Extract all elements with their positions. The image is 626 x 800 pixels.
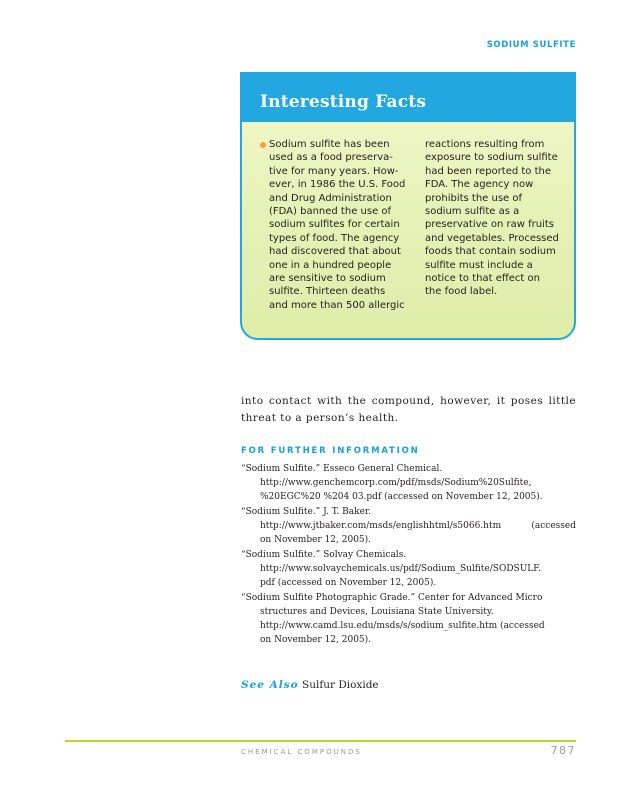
body-paragraph: into contact with the compound, however, it poses little threat to a person’s health.: [241, 395, 576, 424]
facts-box-header: [242, 74, 574, 122]
facts-line: sulfite. Thirteen deaths: [269, 286, 386, 298]
reference-title: “Sodium Sulfite.” J. T. Baker.: [241, 507, 372, 517]
facts-line: sulfite must include a: [425, 259, 533, 271]
facts-line: and vegetables. Processed: [425, 232, 559, 244]
facts-column-left: [269, 138, 415, 312]
facts-line: and Drug Administration: [269, 192, 392, 204]
reference-title: “Sodium Sulfite.” Solvay Chemicals.: [241, 550, 407, 560]
reference-title: “Sodium Sulfite Photographic Grade.” Center for Advanced Micro: [241, 593, 543, 603]
reference-item: [241, 505, 576, 547]
reference-list: [241, 462, 576, 648]
reference-detail: on November 12, 2005).: [260, 535, 372, 545]
facts-line: one in a hundred people: [269, 259, 392, 271]
facts-line: and more than 500 allergic: [269, 299, 405, 311]
facts-column-right: [425, 138, 571, 299]
reference-item: [241, 462, 576, 504]
running-head: SODIUM SULFITE: [486, 40, 576, 50]
facts-line: notice to that effect on: [425, 273, 540, 285]
facts-line: exposure to sodium sulfite: [425, 152, 558, 164]
reference-detail: on November 12, 2005).: [260, 635, 372, 645]
facts-line: the food label.: [425, 286, 498, 298]
footer-book-title: CHEMICAL COMPOUNDS: [241, 748, 362, 756]
facts-line: sodium sulfites for certain: [269, 219, 400, 231]
facts-line: had discovered that about: [269, 246, 401, 258]
facts-line: ever, in 1986 the U.S. Food: [269, 179, 406, 191]
facts-line: used as a food preserva-: [269, 152, 393, 164]
facts-line: are sensitive to sodium: [269, 273, 386, 285]
facts-line: preservative on raw fruits: [425, 219, 554, 231]
page-number: 787: [550, 744, 576, 757]
facts-line: types of food. The agency: [269, 232, 400, 244]
facts-line: FDA. The agency now: [425, 179, 534, 191]
reference-url[interactable]: http://www.jtbaker.com/msds/englishhtml/s5066.htm (accessed: [260, 521, 576, 531]
reference-detail: structures and Devices, Louisiana State University.: [260, 607, 494, 617]
reference-url[interactable]: http://www.camd.lsu.edu/msds/s/sodium_sulfite.htm (accessed: [260, 621, 545, 631]
reference-title: “Sodium Sulfite.” Esseco General Chemical.: [241, 464, 443, 474]
see-also: [241, 679, 379, 691]
reference-item: [241, 548, 576, 590]
bullet-icon: [260, 142, 266, 148]
interesting-facts-box: [240, 72, 576, 340]
footer-rule: [65, 740, 576, 742]
facts-line: tive for many years. How-: [269, 165, 399, 177]
facts-line: prohibits the use of: [425, 192, 523, 204]
reference-detail: %20EGC%20 %204 03.pdf (accessed on November 12, 2005).: [260, 492, 543, 502]
reference-url[interactable]: http://www.solvaychemicals.us/pdf/Sodium_Sulfite/SODSULF.: [260, 564, 541, 574]
reference-url[interactable]: http://www.genchemcorp.com/pdf/msds/Sodium%20Sulfite,: [260, 478, 532, 488]
see-also-label: See Also: [241, 679, 299, 691]
facts-line: had been reported to the: [425, 165, 552, 177]
reference-item: [241, 591, 576, 647]
reference-detail: pdf (accessed on November 12, 2005).: [260, 578, 437, 588]
facts-box-title: Interesting Facts: [260, 92, 427, 112]
further-information-heading: FOR FURTHER INFORMATION: [241, 446, 420, 456]
see-also-link[interactable]: Sulfur Dioxide: [302, 679, 379, 691]
facts-line: Sodium sulfite has been: [269, 139, 390, 150]
facts-line: foods that contain sodium: [425, 246, 556, 258]
facts-line: (FDA) banned the use of: [269, 206, 392, 218]
facts-line: sodium sulfite as a: [425, 206, 520, 218]
facts-line: reactions resulting from: [425, 139, 545, 150]
